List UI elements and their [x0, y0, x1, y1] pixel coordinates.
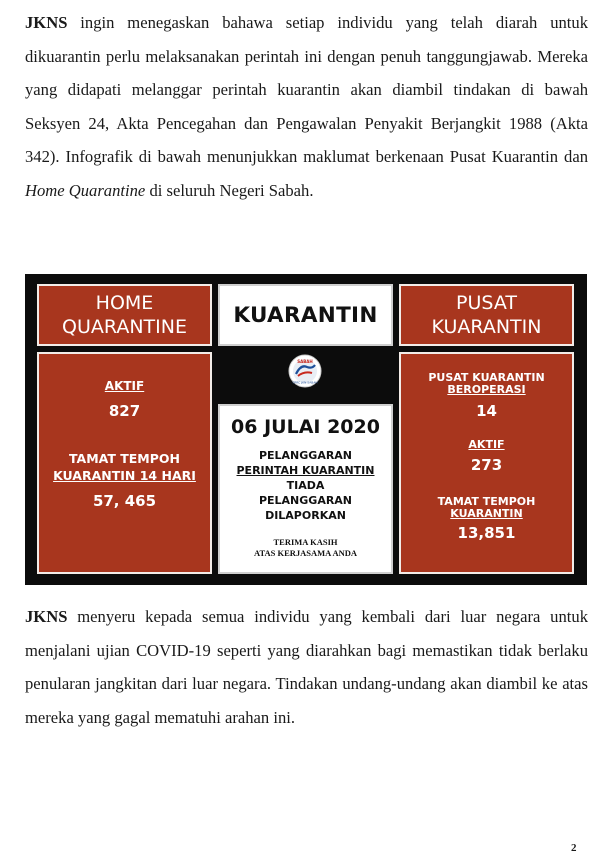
intro-text-a: ingin menegaskan bahawa setiap individu yang telah diarah untuk dikuarantin perlu melaksanakan perintah ini dengan penuh tanggungjawab. Mereka yang didapati melanggar perintah kuarantin akan diambil tindakan di bawah Seksyen 24, Akta Pencegahan dan Pengawalan Penyakit Berjangkit 1988 (Akta 342). Infografik di bawah menunjukkan maklumat berkenaan Pusat Kuarantin dan — [25, 13, 588, 167]
pusat-beroperasi-label-2: BEROPERASI — [447, 383, 526, 396]
logo-text-top: SABAH — [297, 359, 313, 364]
note-line-1: PELANGGARAN — [258, 449, 353, 462]
home-tamat-value: 57, 465 — [92, 491, 157, 510]
home-aktif-label: AKTIF — [104, 379, 145, 393]
intro-paragraph — [25, 6, 588, 208]
home-tamat-label-2: KUARANTIN 14 HARI — [53, 467, 196, 483]
quarantine-infographic — [25, 274, 587, 585]
pusat-aktif-value: 273 — [470, 455, 503, 474]
pusat-tamat-value: 13,851 — [457, 523, 516, 542]
kuarantin-title: KUARANTIN — [233, 302, 378, 328]
thanks-line-2: ATAS KERJASAMA ANDA — [253, 548, 358, 558]
page-number: 2 — [571, 842, 577, 854]
home-tamat-label: TAMAT TEMPOH — [68, 450, 180, 466]
status-panel — [218, 404, 393, 574]
pusat-kuarantin-header — [399, 284, 574, 346]
home-quarantine-header — [37, 284, 212, 346]
home-quarantine-term: Home Quarantine — [25, 180, 146, 200]
note-line-5: DILAPORKAN — [265, 509, 346, 522]
pusat-beroperasi-label: PUSAT KUARANTIN — [428, 371, 545, 384]
appeal-paragraph — [25, 600, 588, 734]
logo-text-bottom: CPRC JKN SABAH — [292, 380, 318, 385]
pusat-tamat-label: TAMAT TEMPOH — [437, 494, 536, 508]
note-line-2: PERINTAH KUARANTIN — [236, 464, 375, 477]
note-line-4: PELANGGARAN — [258, 494, 353, 507]
thanks-line-1: TERIMA KASIH — [273, 537, 338, 547]
report-date: 06 JULAI 2020 — [231, 416, 380, 438]
home-quarantine-title: HOME QUARANTINE — [62, 292, 187, 338]
org-name: JKNS — [25, 13, 68, 32]
home-aktif-value: 827 — [108, 401, 141, 420]
pusat-aktif-label: AKTIF — [468, 438, 505, 451]
kuarantin-header — [218, 284, 393, 346]
pusat-beroperasi-value: 14 — [476, 402, 497, 420]
appeal-text: menyeru kepada semua individu yang kembali dari luar negara untuk menjalani ujian COVID-19 seperti yang diarahkan bagi memastikan tidak berlaku penularan jangkitan dari luar negara. Tindakan undang-undang akan diambil ke atas mereka yang gagal mematuhi arahan ini. — [25, 607, 588, 727]
pusat-kuarantin-title: PUSAT KUARANTIN — [431, 292, 542, 338]
pusat-tamat-label-2: KUARANTIN — [450, 506, 523, 520]
note-line-3: TIADA — [286, 479, 325, 492]
violation-note — [220, 448, 391, 523]
org-name-2: JKNS — [25, 607, 68, 626]
home-quarantine-panel — [37, 352, 212, 574]
intro-text-b: di seluruh Negeri Sabah. — [145, 180, 314, 200]
pusat-kuarantin-panel — [399, 352, 574, 574]
cprc-logo-icon — [288, 354, 322, 388]
thanks-note — [220, 537, 391, 559]
